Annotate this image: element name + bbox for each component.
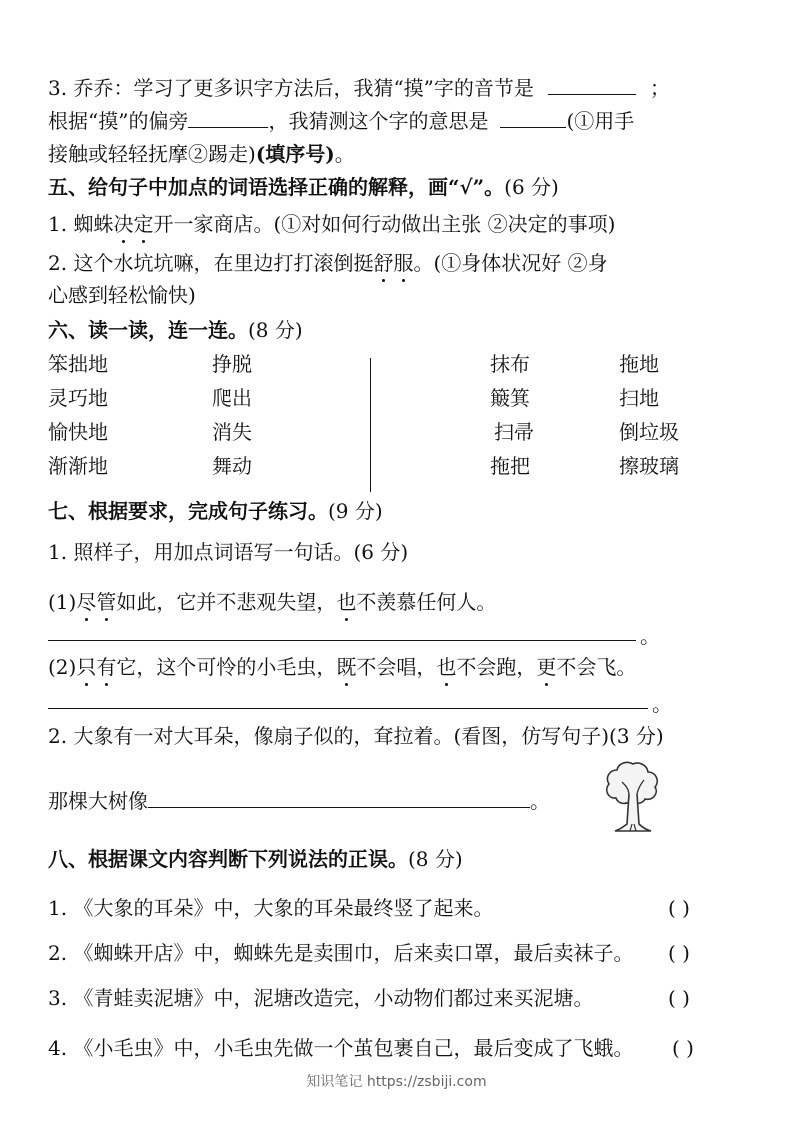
left-word-4[interactable]: 渐渐地 [48, 454, 108, 478]
section-7-sub-2: 2. 大象有一对大耳朵，像扇子似的，耷拉着。(看图，仿写句子)(3 分) [48, 724, 664, 748]
section-5-title: 五、给句子中加点的词语选择正确的解释，画“√”。(6 分) [48, 175, 559, 199]
q3-line-1: 3. 乔乔：学习了更多识字方法后，我猜“摸”字的音节是 ； [48, 76, 670, 100]
example-sentence-1: (1)尽管如此，它并不悲观失望，也不羡慕任何人。 [48, 590, 497, 614]
answer-line-2[interactable] [48, 708, 648, 709]
left-match-3[interactable]: 消失 [212, 420, 252, 444]
column-divider [370, 358, 371, 492]
right-match-2[interactable]: 扫地 [619, 386, 659, 410]
q3-line-3: 接触或轻轻抚摩②踢走)(填序号)。 [48, 142, 355, 166]
judge-answer-4[interactable]: ( ) [672, 1036, 694, 1060]
meaning-blank[interactable] [500, 107, 566, 128]
left-match-4[interactable]: 舞动 [212, 454, 252, 478]
tree-simile-blank[interactable] [148, 787, 530, 808]
section-7-title: 七、根据要求，完成句子练习。(9 分) [48, 499, 383, 523]
left-word-3[interactable]: 愉快地 [48, 420, 108, 444]
right-word-2[interactable]: 簸箕 [490, 386, 530, 410]
footer-watermark: 知识笔记 https://zsbiji.com [306, 1074, 487, 1090]
example-sentence-2: (2)只有它，这个可怜的小毛虫，既不会唱，也不会跑，更不会飞。 [48, 655, 637, 679]
tree-sentence: 那棵大树像 。 [48, 789, 550, 813]
right-word-4[interactable]: 拖把 [490, 454, 530, 478]
left-word-2[interactable]: 灵巧地 [48, 386, 108, 410]
pinyin-blank[interactable] [548, 74, 636, 95]
section-5-item-1: 1. 蜘蛛决定开一家商店。(①对如何行动做出主张 ②决定的事项) [48, 212, 616, 236]
radical-blank[interactable] [188, 107, 268, 128]
judge-answer-2[interactable]: ( ) [668, 941, 690, 965]
judge-item-3: 3. 《青蛙卖泥塘》中，泥塘改造完，小动物们都过来买泥塘。 [48, 986, 594, 1010]
section-8-title: 八、根据课文内容判断下列说法的正误。(8 分) [48, 847, 463, 871]
tree-icon [600, 758, 666, 838]
section-5-item-2: 2. 这个水坑坑嘛，在里边打打滚倒挺舒服。(①身体状况好 ②身 [48, 251, 608, 275]
judge-item-2: 2. 《蜘蛛开店》中，蜘蛛先是卖围巾，后来卖口罩，最后卖袜子。 [48, 941, 634, 965]
left-match-1[interactable]: 挣脱 [212, 352, 252, 376]
judge-answer-1[interactable]: ( ) [668, 896, 690, 920]
left-match-2[interactable]: 爬出 [212, 386, 252, 410]
section-7-sub-1: 1. 照样子，用加点词语写一句话。(6 分) [48, 540, 409, 564]
right-word-1[interactable]: 抹布 [490, 352, 530, 376]
q3-line-2: 根据“摸”的偏旁 ，我猜测这个字的意思是 (①用手 [48, 109, 635, 133]
judge-item-1: 1. 《大象的耳朵》中，大象的耳朵最终竖了起来。 [48, 896, 494, 920]
right-word-3[interactable]: 扫帚 [494, 420, 534, 444]
right-match-4[interactable]: 擦玻璃 [619, 454, 679, 478]
answer-line-1-period: 。 [640, 624, 660, 648]
answer-line-1[interactable] [48, 640, 636, 641]
left-word-1[interactable]: 笨拙地 [48, 352, 108, 376]
section-6-title: 六、读一读，连一连。(8 分) [48, 318, 303, 342]
judge-item-4: 4. 《小毛虫》中，小毛虫先做一个茧包裹自己，最后变成了飞蛾。 [48, 1036, 634, 1060]
right-match-1[interactable]: 拖地 [619, 352, 659, 376]
section-5-item-2-cont: 心感到轻松愉快) [48, 283, 196, 307]
answer-line-2-period: 。 [652, 692, 672, 716]
right-match-3[interactable]: 倒垃圾 [619, 420, 679, 444]
judge-answer-3[interactable]: ( ) [668, 986, 690, 1010]
